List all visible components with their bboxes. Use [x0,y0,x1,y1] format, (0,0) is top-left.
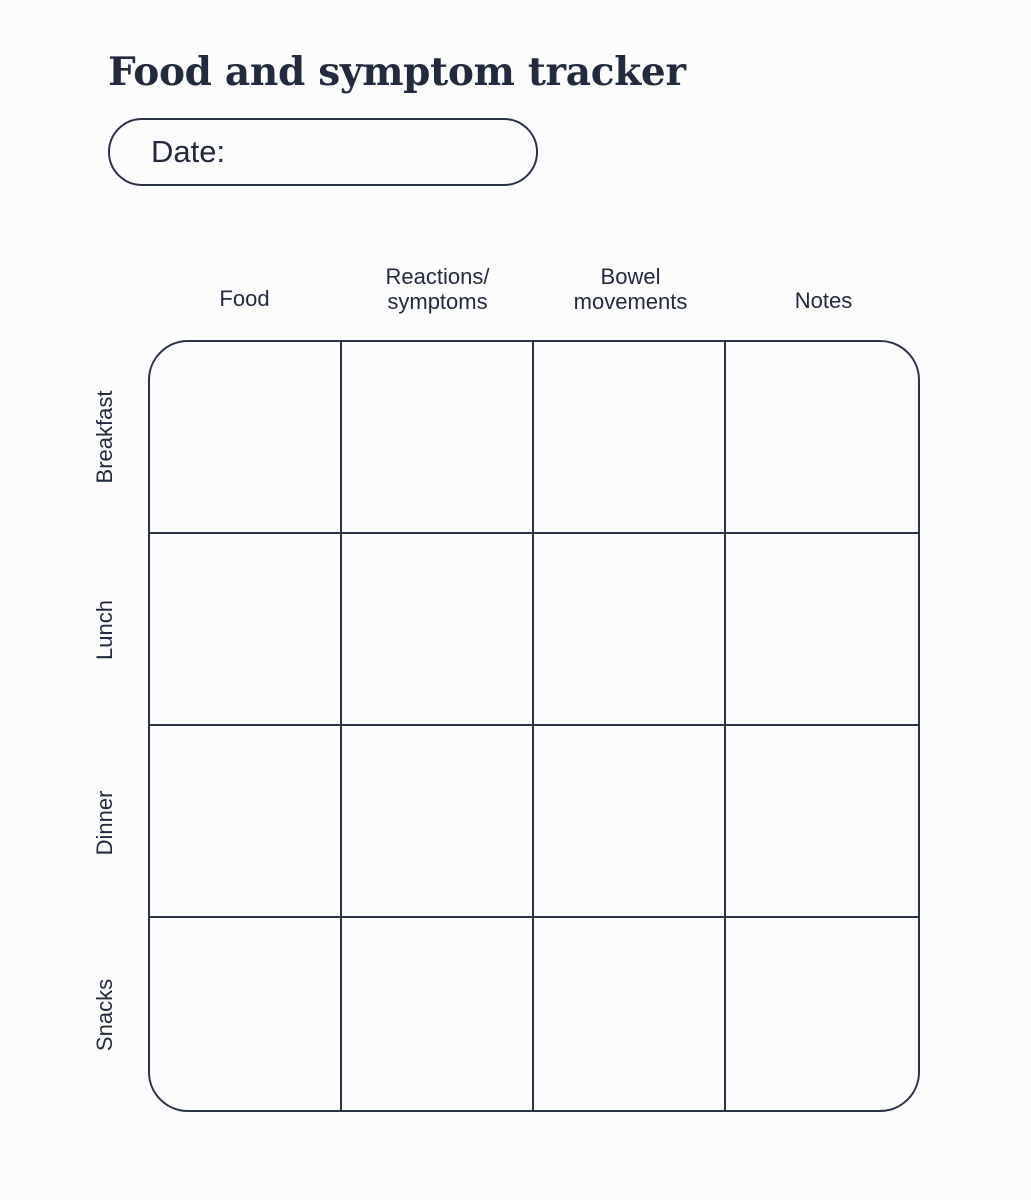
cell-lunch-reactions[interactable] [342,534,534,726]
cell-dinner-notes[interactable] [726,726,918,918]
cell-snacks-notes[interactable] [726,918,918,1110]
column-header-line: symptoms [387,289,488,314]
cell-breakfast-reactions[interactable] [342,342,534,534]
cell-breakfast-notes[interactable] [726,342,918,534]
tracker-grid [148,340,920,1112]
cell-dinner-reactions[interactable] [342,726,534,918]
column-header-line: Reactions/ [385,264,490,289]
cell-snacks-bowel[interactable] [534,918,726,1110]
column-header-line: Bowel [600,264,661,289]
cell-snacks-reactions[interactable] [342,918,534,1110]
cell-lunch-notes[interactable] [726,534,918,726]
cell-lunch-bowel[interactable] [534,534,726,726]
column-header-line: Food [219,286,270,311]
row-label-text: Dinner [92,790,117,856]
column-header-reactions-symptoms [341,264,534,314]
column-header-bowel-movements [534,264,727,314]
cell-snacks-food[interactable] [150,918,342,1110]
cell-dinner-bowel[interactable] [534,726,726,918]
row-label-text: Lunch [92,600,117,660]
column-header-food [148,286,341,311]
cell-breakfast-food[interactable] [150,342,342,534]
cell-dinner-food[interactable] [150,726,342,918]
column-header-line: Notes [794,288,853,313]
cell-breakfast-bowel[interactable] [534,342,726,534]
row-label-text: Snacks [92,978,117,1052]
column-header-line: movements [573,289,688,314]
column-header-notes [727,288,920,313]
row-label-text: Breakfast [92,390,117,484]
cell-lunch-food[interactable] [150,534,342,726]
date-field[interactable] [108,118,538,186]
date-label: Date: [151,134,226,169]
page-title: Food and symptom tracker [108,49,686,95]
